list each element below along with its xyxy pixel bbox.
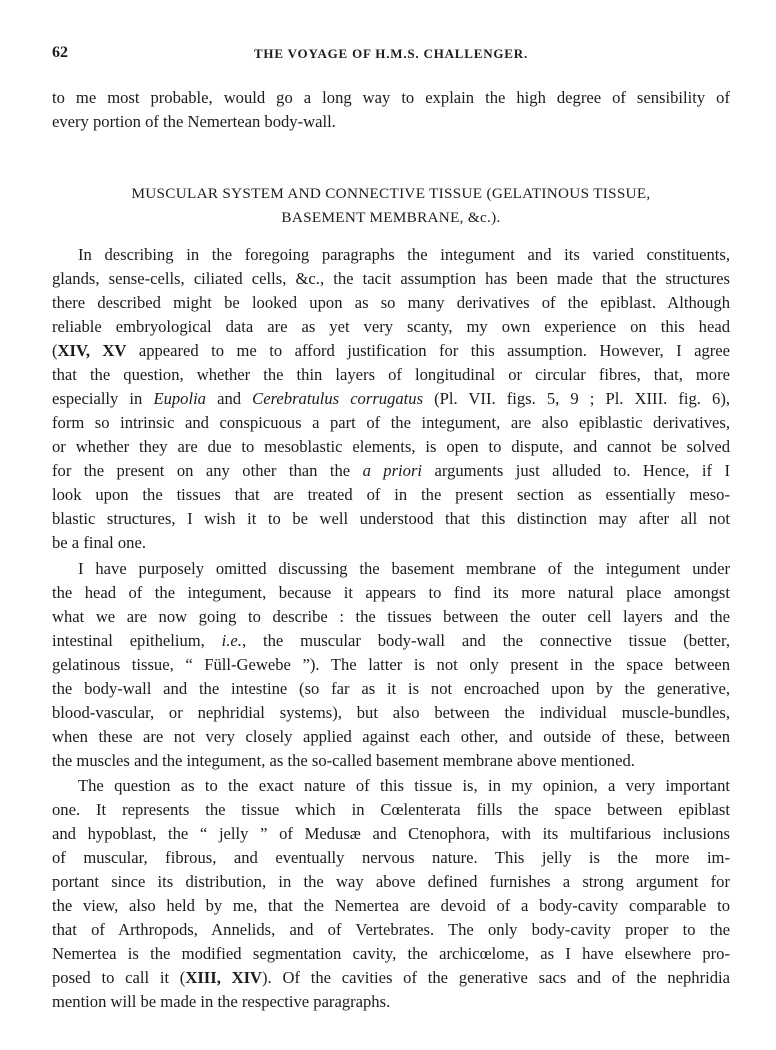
italic-phrase: a priori — [362, 461, 423, 480]
paragraph-line: portant since its distribution, in the way above defined furnishes a strong argument for — [52, 872, 730, 891]
paragraph-line: the view, also held by me, that the Nemertea are devoid of a body-cavity comparable to — [52, 896, 730, 915]
paragraph-line: Nemertea is the modified segmentation cavity, the archicœlome, as I have elsewhere pro- — [52, 944, 730, 963]
paragraph-line: intestinal epithelium, i.e., the muscular body-wall and the connective tissue (better, — [52, 631, 730, 650]
italic-abbreviation: i.e. — [221, 631, 242, 650]
paragraph-line: that the question, whether the thin layers of longitudinal or circular fibres, that, more — [52, 365, 730, 384]
paragraph-line: when these are not very closely applied against each other, and outside of these, between — [52, 727, 730, 746]
paragraph-line: (XIV, XV appeared to me to afford justification for this assumption. However, I agree — [52, 341, 730, 360]
paragraph-line: be a final one. — [52, 533, 146, 552]
paragraph-line: what we are now going to describe : the tissues between the outer cell layers and the — [52, 607, 730, 626]
running-title: THE VOYAGE OF H.M.S. CHALLENGER. — [253, 46, 529, 61]
paragraph-line: the body-wall and the intestine (so far as it is not encroached upon by the generative, — [52, 679, 730, 698]
section-heading-line: MUSCULAR SYSTEM AND CONNECTIVE TISSUE (GELATINOUS TISSUE, — [131, 185, 651, 202]
paragraph-line: The question as to the exact nature of this tissue is, in my opinion, a very important — [78, 776, 730, 795]
intro-line: every portion of the Nemertean body-wall. — [52, 112, 336, 131]
page-number: 62 — [52, 44, 68, 61]
paragraph-line: gelatinous tissue, “ Füll-Gewebe ”). The latter is not only present in the space between — [52, 655, 730, 674]
paragraph-line: the muscles and the integument, as the so-called basement membrane above mentioned. — [52, 751, 635, 770]
paragraph-line: reliable embryological data are as yet very scanty, my own experience on this head — [52, 317, 730, 336]
paragraph-line: one. It represents the tissue which in Cœlenterata fills the space between epiblast — [52, 800, 730, 819]
running-head — [52, 44, 730, 68]
genus-name: Eupolia — [153, 389, 206, 408]
paragraph-line: blood-vascular, or nephridial systems), but also between the individual muscle-bundles, — [52, 703, 730, 722]
paragraph-line: for the present on any other than the a priori arguments just alluded to. Hence, if I — [52, 461, 730, 480]
figure-reference: XIV, XV — [57, 341, 127, 360]
paragraph-line: mention will be made in the respective paragraphs. — [52, 992, 391, 1011]
paragraph-line: look upon the tissues that are treated of in the present section as essentially meso- — [52, 485, 730, 504]
paragraph-line: especially in Eupolia and Cerebratulus corrugatus (Pl. VII. figs. 5, 9 ; Pl. XIII. fig. 6), — [52, 389, 730, 408]
paragraph-line: I have purposely omitted discussing the basement membrane of the integument under — [78, 559, 730, 578]
paragraph-line: form so intrinsic and conspicuous a part of the integument, are also epiblastic derivatives, — [52, 413, 730, 432]
paragraph-line: blastic structures, I wish it to be well understood that this distinction may after all not — [52, 509, 730, 528]
paragraph-line: or whether they are due to mesoblastic elements, is open to dispute, and cannot be solved — [52, 437, 730, 456]
paragraph-line: the head of the integument, because it appears to find its more natural place amongst — [52, 583, 730, 602]
species-name: Cerebratulus corrugatus — [252, 389, 424, 408]
intro-line: to me most probable, would go a long way to explain the high degree of sensibility of — [52, 88, 730, 107]
paragraph-line: and hypoblast, the “ jelly ” of Medusæ and Ctenophora, with its multifarious inclusions — [52, 824, 730, 843]
paragraph-line: In describing in the foregoing paragraphs the integument and its varied constituents, — [78, 245, 730, 264]
paragraph-line: that of Arthropods, Annelids, and of Vertebrates. The only body-cavity proper to the — [52, 920, 730, 939]
paragraph-line: of muscular, fibrous, and eventually nervous nature. This jelly is the more im- — [52, 848, 730, 867]
figure-reference: XIII, XIV — [185, 968, 263, 987]
section-heading-line: BASEMENT MEMBRANE, &c.). — [281, 209, 501, 226]
paragraph-line: there described might be looked upon as so many derivatives of the epiblast. Although — [52, 293, 730, 312]
paragraph-line: glands, sense-cells, ciliated cells, &c., the tacit assumption has been made that the structures — [52, 269, 730, 288]
paragraph-line: posed to call it (XIII, XIV). Of the cavities of the generative sacs and of the nephridia — [52, 968, 731, 987]
